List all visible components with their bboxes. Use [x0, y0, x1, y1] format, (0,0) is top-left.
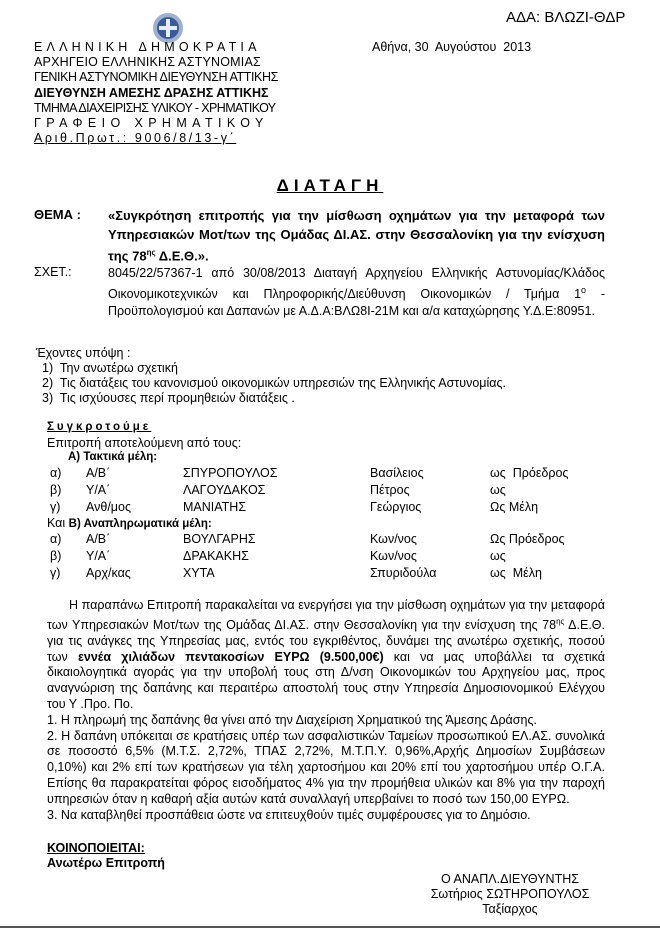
subject-text	[108, 207, 605, 266]
member-surname: ΒΟΥΛΓΑΡΗΣ	[183, 532, 256, 546]
header-directorate: ΔΙΕΥΘΥΝΣΗ ΑΜΕΣΗΣ ΔΡΑΣΗΣ ΑΤΤΙΚΗΣ	[34, 85, 269, 100]
member-surname: ΣΠΥΡΟΠΟΥΛΟΣ	[183, 466, 278, 480]
member-index: γ)	[50, 500, 61, 514]
subject-text-a: «Συγκρότηση επιτροπής για την μίσθωση οχημάτων για την μεταφορά των Υπηρεσιακών Μοτ/των της Ομάδας ΔΙ.ΑΣ. στην Θεσσαλονίκη για την ενίσχυση της 78	[108, 208, 605, 264]
member-rank: Αρχ/κας	[86, 566, 131, 580]
body-text: Η παραπάνω Επιτροπή παρακαλείται να ενεργήσει για την μίσθωση οχημάτων για την μεταφορά των Υπηρεσιακών Μοτ/των της Ομάδας ΔΙ.ΑΣ. στην Θεσσαλονίκη για την ενίσχυση της 78	[47, 598, 605, 632]
subject-text-b: Δ.Ε.Θ.».	[155, 248, 209, 264]
subject-sup: ης	[146, 248, 156, 257]
header-office: ΓΡΑΦΕΙΟ ΧΡΗΜΑΤΙΚΟΥ	[34, 116, 269, 131]
issuer-header	[34, 40, 300, 146]
header-department: ΤΜΗΜΑ ΔΙΑΧΕΙΡΙΣΗΣ ΥΛΙΚΟΥ - ΧΡΗΜΑΤΙΚΟΥ	[34, 100, 276, 115]
body-text: και να μας υποβάλλει τα σχετικά δικαιολογητικά αγοράς για την υποβολή τους στη Δ/νση Οικονομικών του Αρχηγείου μας, προς αναγνώριση της δαπάνης και περαιτέρω αποστολή τους στην Υπηρεσία Δημοσιονομικού Ελέγχου του Υ .Προ. Πο.	[47, 649, 605, 711]
member-surname: ΧΥΤΑ	[183, 566, 215, 580]
member-surname: ΛΑΓΟΥΔΑΚΟΣ	[183, 483, 266, 497]
member-name: Κων/νος	[370, 549, 417, 563]
body-text: Δ.Ε.Θ. για τις ανάγκες της Υπηρεσίας μας, εντός του εγκριθέντος, δυνάμει της ανωτέρω σχετικής, ποσού των	[47, 617, 605, 664]
member-index: γ)	[50, 566, 61, 580]
alt-prefix: Και	[47, 516, 69, 530]
considering-item: 1) Την ανωτέρω σχετική	[42, 361, 178, 375]
notify-value: Ανωτέρω Επιτροπή	[47, 856, 165, 870]
member-surname: ΜΑΝΙΑΤΗΣ	[183, 500, 247, 514]
member-surname: ΔΡΑΚΑΚΗΣ	[183, 549, 249, 563]
committee-heading: Συγκροτούμε	[47, 421, 152, 433]
member-role: ως Πρόεδρος	[490, 466, 569, 480]
member-rank: Υ/Α΄	[86, 483, 111, 497]
member-name: Πέτρος	[370, 483, 410, 497]
reference-text-b: - Προϋπολογισμού και Δαπανών με Α.Δ.Α:ΒΛΩ8Ι-21Μ και α/α καταχώρησης Υ.Δ.Ε:80951.	[108, 287, 605, 319]
header-republic: ΕΛΛΗΝΙΚΗ ΔΗΜΟΚΡΑΤΙΑ	[34, 40, 261, 54]
ada-code: ΑΔΑ: ΒΛΩΖΙ-ΘΔΡ	[506, 9, 626, 26]
committee-intro: Επιτροπή αποτελούμενη από τους:	[47, 436, 242, 450]
member-name: Κων/νος	[370, 532, 417, 546]
member-rank: Υ/Α΄	[86, 549, 111, 563]
considering-item: 3) Τις ισχύουσες περί προμηθειών διατάξεις .	[42, 391, 295, 405]
reference-sup: ο	[581, 285, 587, 295]
amount-text: εννέα χιλιάδων πεντακοσίων ΕΥΡΩ (9.500,00€)	[77, 649, 384, 664]
alternate-members-label	[47, 516, 212, 530]
member-rank: Α/Β΄	[86, 532, 111, 546]
protocol-number: Αριθ.Πρωτ.: 9006/8/13-γ΄	[34, 131, 237, 146]
regular-members-label: Α) Τακτικά μέλη:	[68, 451, 158, 463]
body-sup: ης	[556, 616, 565, 626]
document-title	[0, 176, 660, 196]
member-role: Ως Μέλη	[490, 500, 539, 514]
member-index: α)	[50, 466, 62, 480]
member-rank: Α/Β΄	[86, 466, 111, 480]
alt-label: Β) Αναπληρωματικά μέλη:	[68, 518, 212, 530]
member-role: Ως Πρόεδρος	[490, 532, 565, 546]
signature-rank: Ταξίαρχος	[482, 902, 538, 916]
member-index: β)	[50, 483, 62, 497]
body-paragraph	[47, 598, 605, 713]
header-general-directorate: ΓΕΝΙΚΗ ΑΣΤΥΝΟΜΙΚΗ ΔΙΕΥΘΥΝΣΗ ΑΤΤΙΚΗΣ	[34, 70, 278, 85]
body-item: 1. Η πληρωμή της δαπάνης θα γίνει από την Διαχείριση Χρηματικού της Άμεσης Δράσης.	[47, 712, 537, 727]
member-role: ως Μέλη	[490, 566, 542, 580]
member-name: Βασίλειος	[370, 466, 424, 480]
title-text: ΔΙΑΤΑΓΗ	[276, 176, 384, 195]
order-body	[47, 598, 605, 823]
page-bottom-rule	[0, 926, 660, 928]
reference-text-a: 8045/22/57367-1 από 30/08/2013 Διαταγή Αρχηγείου Ελληνικής Αστυνομίας/Κλάδος Οικονομικοτεχνικών και Πληροφορικής/Διεύθυνση Οικονομικών / Τμήμα 1	[108, 266, 605, 302]
body-item: 2. Η δαπάνη υπόκειται σε κρατήσεις υπέρ των ασφαλιστικών Ταμείων προσωπικού ΕΛ.ΑΣ. συνολικά σε ποσοστό 6,5% (Μ.Τ.Σ. 2,72%, ΤΠΑΣ 2,72%, Μ.Τ.Π.Υ. 0,96%,Αρχής Δημοσίων Συμβάσεων 0,10%) και 2% επί των κρατήσεων για τέλη χαρτοσήμου και 20% επί του χαρτοσήμου υπέρ Ο.Γ.Α. Επίσης θα παρακρατείται φόρος εισοδήματος 4% για την προμήθεια υλικών και 8% για την παροχή υπηρεσιών όταν η καθαρή αξία αυτών κατά συναλλαγή υπερβαίνει το ποσό των 150,00 ΕΥΡΩ.	[47, 728, 605, 806]
member-name: Σπυριδούλα	[370, 566, 437, 580]
body-item: 3. Να καταβληθεί προσπάθεια ώστε να επιτευχθούν τιμές συμφέρουσες για το Δημόσιο.	[47, 807, 531, 822]
member-index: β)	[50, 549, 62, 563]
member-role: ως	[490, 483, 506, 497]
considering-item: 2) Τις διατάξεις του κανονισμού οικονομικών υπηρεσιών της Ελληνικής Αστυνομίας.	[42, 376, 506, 390]
member-name: Γεώργιος	[370, 500, 422, 514]
reference-label: ΣΧΕΤ.:	[34, 265, 72, 279]
header-hq: ΑΡΧΗΓΕΙΟ ΕΛΛΗΝΙΚΗΣ ΑΣΤΥΝΟΜΙΑΣ	[34, 55, 261, 70]
reference-text	[108, 265, 605, 320]
subject-label: ΘΕΜΑ :	[34, 207, 81, 222]
document-date: Αθήνα, 30 Αυγούστου 2013	[372, 40, 532, 54]
member-index: α)	[50, 532, 62, 546]
member-role: ως	[490, 549, 506, 563]
signature-title: Ο ΑΝΑΠΛ.ΔΙΕΥΘΥΝΤΗΣ	[441, 872, 579, 886]
signature-name: Σωτήριος ΣΩΤΗΡΟΠΟΥΛΟΣ	[430, 887, 590, 901]
considering-heading: Έχοντες υπόψη :	[36, 346, 131, 360]
signature-block	[410, 872, 610, 917]
member-rank: Ανθ/μος	[86, 500, 131, 514]
notify-label: ΚΟΙΝΟΠΟΙΕΙΤΑΙ:	[47, 841, 145, 855]
